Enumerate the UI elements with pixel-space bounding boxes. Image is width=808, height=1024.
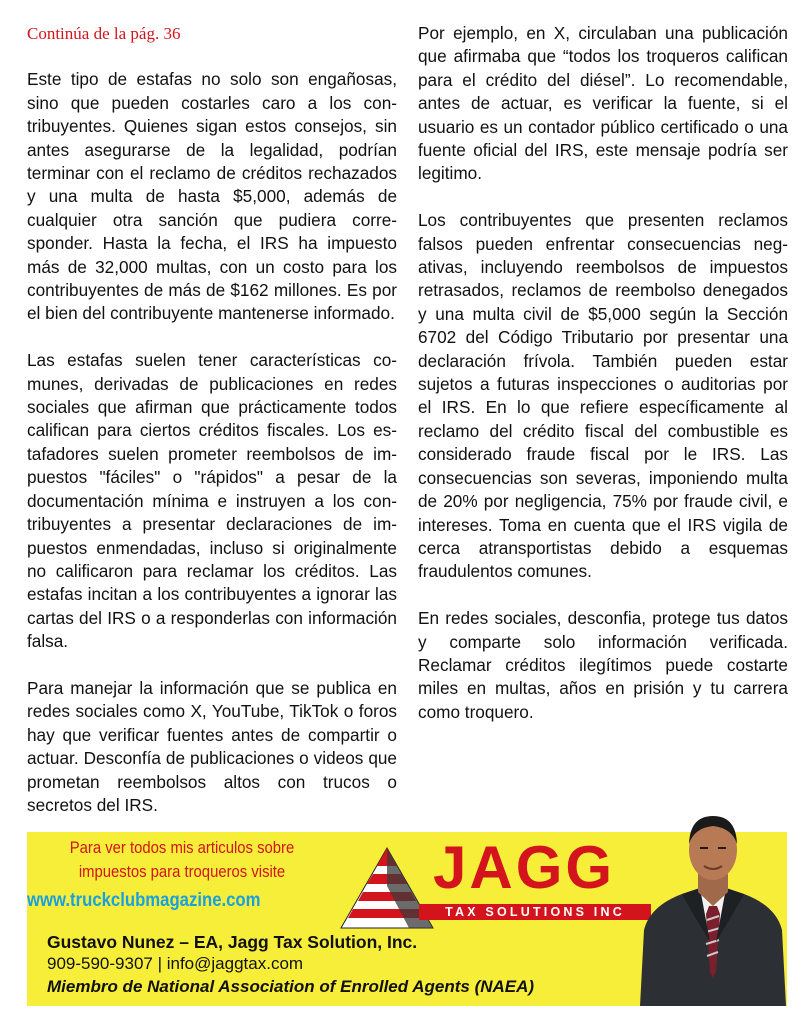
promo-line: Para ver todos mis articulos sobre [69,839,295,857]
paragraph: Por ejemplo, en X, circulaban una publicación que afirmaba que “todos los troqueros califican para el crédito del diésel”. Lo recomendable, antes de actuar, es verificar la fuente, si el usuario es un contador público certificado o una fuente oficial del IRS, este mensaje podría ser legitimo. [418,23,788,184]
contact-name: Gustavo Nunez – EA, Jagg Tax Solution, Inc. [47,932,418,952]
article-column-right [418,22,788,748]
author-photo [640,802,786,1006]
paragraph: Los contribuyentes que presenten reclamos falsos pueden enfrentar consecuencias negativas, incluyendo reembolsos de impuestos retrasados, reclamos de reembolso denegados y una multa civil de $5,000 según la Sección 6702 del Código Tributario por presentar una declaración frívola. También pueden estar sujetos a futuras inspecciones o auditorias por el IRS. En lo que refiere específicamente al reclamo del crédito fiscal del combustible es considerado fraude fiscal por le IRS. Las consecuencias son severas, imponiendo multa de 20% por negligencia, 75% por fraude civil, e intereses. Toma en cuenta que el IRS vigila de cerca atransportistas debido a esquemas fraudulentos comunes. [418,210,788,582]
paragraph: Este tipo de estafas no solo son engañosas, sino que pueden costarles caro a los contribuyentes. Quienes sigan estos consejos, sin antes asegurarse de la legalidad, podrían terminar con el reclamo de créditos rechazados y una multa de hasta $5,000, además de cualquier otra sanción que pudiera corresponder. Hasta la fecha, el IRS ha impuesto más de 32,000 multas, con un costo para los contribuyentes de más de $162 millones. Es por el bien del contribuyente mantenerse informado. [27,69,397,324]
promo-text [43,836,322,884]
continued-from-label: Continúa de la pág. 36 [27,24,181,43]
article-column-left [27,22,397,841]
paragraph: En redes sociales, desconfia, protege tus datos y comparte solo información verificada. Reclamar créditos ilegítimos puede costarte miles en multas, años en prisión y tu carrera como troquero. [418,608,788,722]
membership-note: Miembro de National Association of Enrolled Agents (NAEA) [47,977,535,996]
company-logo-tagline: TAX SOLUTIONS INC [419,904,651,920]
company-logo-name: JAGG [433,834,616,901]
contact-phone-email: 909-590-9307 | info@jaggtax.com [47,954,304,973]
paragraph: Para manejar la información que se publica en redes sociales como X, YouTube, TikTok o foros hay que verificar fuentes antes de compartir o actuar. Desconfía de publicaciones o videos que prometan reembolsos altos con trucos o secretos del IRS. [27,677,397,815]
magazine-link[interactable]: www.truckclubmagazine.com [27,890,261,911]
promo-line: impuestos para troqueros visite [78,863,286,881]
paragraph: Las estafas suelen tener características comunes, derivadas de publicaciones en redes sociales que afirman que prácticamente todos califican para ciertos créditos fiscales. Los estafadores suelen prometer reembolsos de impuestos "fáciles" o "rápidos" a pesar de la documentación mínima e instruyen a los contribuyentes a presentar declaraciones de impuestos enmendadas, incluso si originalmente no calificaron para reclamar los créditos. Las estafas incitan a los contribuyentes a ignorar las cartas del IRS o a responderlas con información falsa. [27,350,397,652]
